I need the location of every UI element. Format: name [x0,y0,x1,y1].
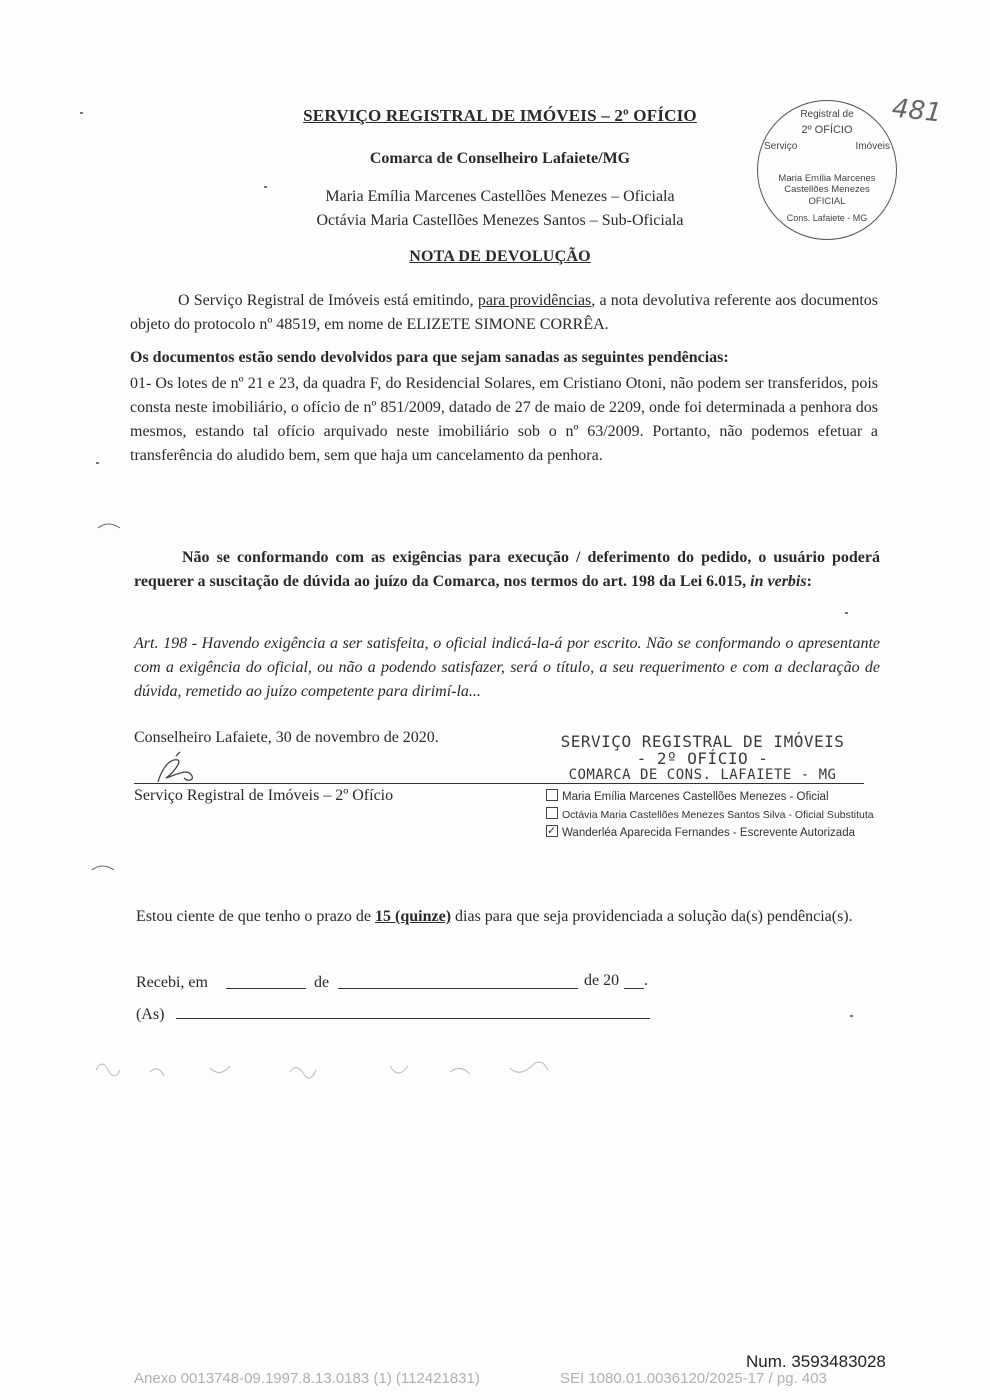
recebi-month-blank [338,988,578,989]
signer-options [546,788,874,842]
annex-reference: Anexo 0013748-09.1997.8.13.0183 (1) (112421831) [134,1370,480,1387]
in-verbis: in verbis [750,573,807,590]
signer-option-1 [546,788,874,806]
duvida-text: Não se conformando com as exigências para execução / deferimento do pedido, o usuário poderá requerer a suscitação de dúvida ao juízo da Comarca, nos termos do art. 198 da Lei 6.015, [134,549,880,590]
stamp-bottom: Cons. Lafaiete - MG [786,213,868,223]
registry-box-stamp [530,733,875,784]
scan-speck [845,612,848,614]
signature-scribble [148,748,218,788]
stamp-line-2: 2º OFÍCIO [801,124,853,136]
duvida-colon: : [806,573,812,590]
scan-speck [96,462,99,464]
ciente-part-2: dias para que seja providenciada a solução da(s) pendência(s). [451,908,853,925]
scan-mark [96,520,126,532]
stamp-name-2: Castellões Menezes [784,184,870,195]
art-198-quote: Art. 198 - Havendo exigência a ser satisfeita, o oficial indicá-la-á por escrito. Não se conformando o apresentante com a exigência do oficial, ou não a podendo satisfazer, será o título, a seu requerimento e com a declaração de dúvida, remetido ao juízo competente para dirimí-la... [134,635,880,700]
doc-title: NOTA DE DEVOLUÇÃO [409,248,591,265]
scan-speck [850,1015,853,1017]
intro-part-1: O Serviço Registral de Imóveis está emitindo, [178,292,478,309]
stamp-role: OFICIAL [808,196,846,207]
ciente-paragraph [136,905,886,929]
box-stamp-line-2: - 2º OFÍCIO - [636,749,769,768]
as-signature-blank [176,1018,650,1019]
as-label: (As) [136,1006,165,1023]
recebi-de-2: de 20 [584,972,620,989]
signer-option-label: Wanderléa Aparecida Fernandes - Escrevente Autorizada [562,827,855,839]
handwritten-page-number: 481 [890,93,944,129]
intro-underlined: para providências [477,292,592,309]
stamp-side: Serviço [764,141,798,152]
intro-part-2: , a nota devolutiva referente aos documentos objeto do protocolo nº 48519, em nome de ELIZETE SIMONE CORRÊA. [130,292,879,333]
signer-option-3 [546,824,874,842]
signer-option-label: Maria Emília Marcenes Castellões Menezes - Oficial [562,791,829,803]
box-stamp-line-1: SERVIÇO REGISTRAL DE IMÓVEIS [560,732,845,751]
faint-bleed-through-marks [90,1050,580,1090]
pendencia-01: 01- Os lotes de nº 21 e 23, da quadra F, do Residencial Solares, em Cristiano Otoni, não podem ser transferidos, pois consta neste imobiliário, o ofício de nº 851/2009, datado de 27 de maio de 2209, onde foi determinada a penhora dos mesmos, estando tal ofício arquivado neste imobiliário sob o nº 63/2009. Portanto, não podemos efetuar a transferência do aludido bem, sem que haja um cancelamento da penhora. [130,375,878,464]
ciente-part-1: Estou ciente de que tenho o prazo de [136,908,376,925]
sei-reference: SEI 1080.01.0036120/2025-17 / pg. 403 [560,1370,827,1387]
checkbox-icon [546,807,558,819]
official-round-stamp [757,100,897,240]
scan-speck [264,186,267,188]
document-number: Num. 3593483028 [746,1352,886,1371]
scan-mark [90,862,120,874]
box-stamp-line-3: COMARCA DE CONS. LAFAIETE - MG [568,767,837,783]
duvida-paragraph [134,546,880,594]
stamp-name-1: Maria Emília Marcenes [778,173,876,184]
comarca-line: Comarca de Conselheiro Lafaiete/MG [369,150,631,167]
recebi-end: . [644,972,648,989]
recebi-de-1: de [314,974,330,991]
sub-oficiala-line: Octávia Maria Castellões Menezes Santos – Sub-Oficiala [316,212,684,229]
date-line: Conselheiro Lafaiete, 30 de novembro de 2020. [134,729,439,746]
signer-option-2 [546,806,874,824]
checked-checkbox-icon [546,825,558,837]
stamp-line-3: Imóveis [855,141,890,152]
checkbox-icon [546,789,558,801]
recebi-day-blank [226,988,306,989]
scan-speck [80,112,83,114]
recebi-label: Recebi, em [136,974,208,991]
pendencias-heading: Os documentos estão sendo devolvidos para que sejam sanadas as seguintes pendências: [130,349,729,366]
oficiala-line: Maria Emília Marcenes Castellões Menezes – Oficiala [325,188,675,205]
signer-option-label: Octávia Maria Castellões Menezes Santos Silva - Oficial Substituta [562,809,874,821]
signature-caption: Serviço Registral de Imóveis – 2º Ofício [134,787,394,804]
recebi-year-blank [624,988,644,989]
stamp-line-1: Registral de [800,109,854,120]
intro-paragraph [130,289,878,337]
registry-title: SERVIÇO REGISTRAL DE IMÓVEIS – 2º OFÍCIO [303,106,697,125]
prazo-days: 15 (quinze) [375,908,452,925]
